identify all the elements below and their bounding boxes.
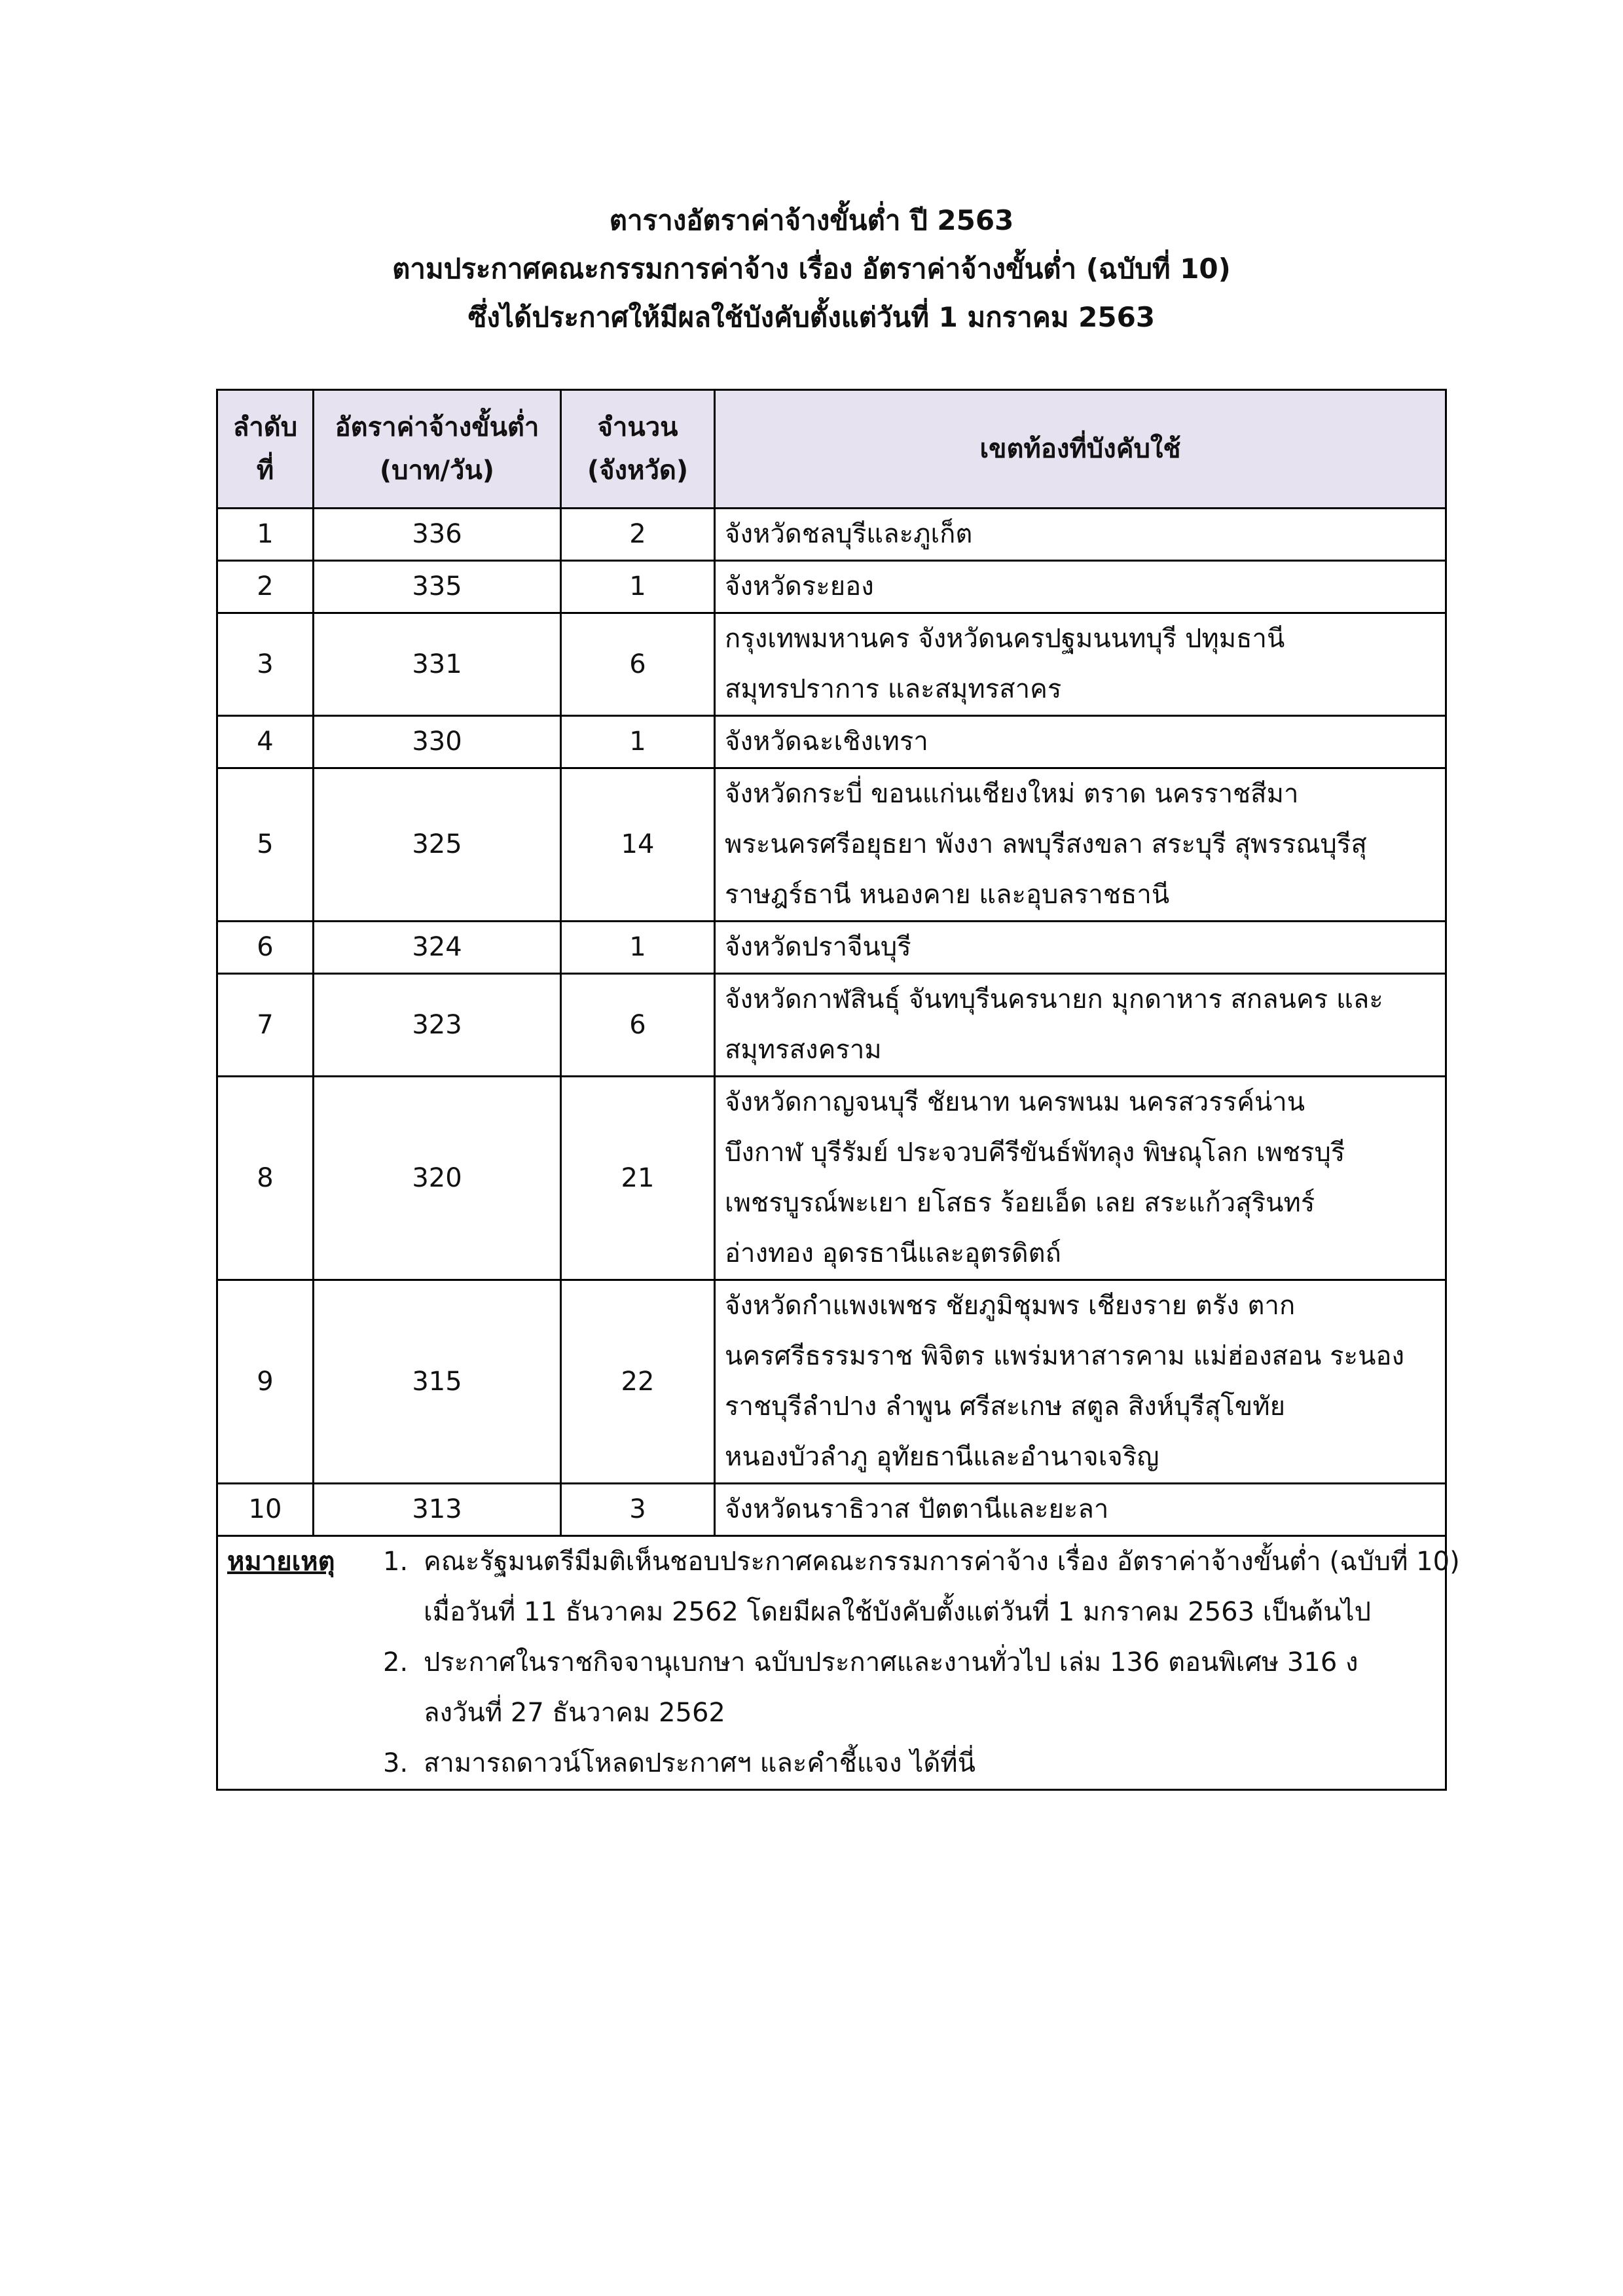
table-header-row (217, 390, 1446, 509)
cell-area: จังหวัดกระบี่ ขอนแก่นเชียงใหม่ ตราด นครราชสีมา พระนครศรีอยุธยา พังงา ลพบุรีสงขลา สระบุรี สุพรรณบุรีสุ ราษฎร์ธานี หนองคาย และอุบลราชธานี (715, 768, 1446, 922)
cell-rate: 324 (314, 922, 561, 974)
cell-count: 21 (561, 1077, 715, 1280)
cell-rate: 325 (314, 768, 561, 922)
cell-rate: 323 (314, 974, 561, 1077)
header-rate: อัตราค่าจ้างขั้นต่ำ (บาท/วัน) (314, 390, 561, 509)
cell-count: 6 (561, 974, 715, 1077)
table-row (217, 1077, 1446, 1280)
remark-item: 2. ประกาศในราชกิจจานุเบกษา ฉบับประกาศและงานทั่วไป เล่ม 136 ตอนพิเศษ 316 ง ลงวันที่ 27 ธันวาคม 2562 (383, 1647, 1359, 1728)
table-row (217, 974, 1446, 1077)
header-order: ลำดับ ที่ (217, 390, 314, 509)
cell-order: 1 (217, 509, 314, 561)
cell-order: 2 (217, 561, 314, 613)
table-row (217, 613, 1446, 716)
cell-order: 7 (217, 974, 314, 1077)
cell-count: 2 (561, 509, 715, 561)
cell-rate: 315 (314, 1280, 561, 1484)
cell-area: จังหวัดกำแพงเพชร ชัยภูมิชุมพร เชียงราย ตรัง ตาก นครศรีธรรมราช พิจิตร แพร่มหาสารคาม แม่ฮ่องสอน ระนอง ราชบุรีลำปาง ลำพูน ศรีสะเกษ สตูล สิงห์บุรีสุโขทัย หนองบัวลำภู อุทัยธานีและอำนาจเจริญ (715, 1280, 1446, 1484)
table-row (217, 509, 1446, 561)
cell-rate: 336 (314, 509, 561, 561)
remarks-label: หมายเหตุ (227, 1547, 335, 1577)
cell-area: จังหวัดฉะเชิงเทรา (715, 716, 1446, 768)
table-row (217, 561, 1446, 613)
cell-rate: 330 (314, 716, 561, 768)
header-area: เขตท้องที่บังคับใช้ (715, 390, 1446, 509)
minimum-wage-table (216, 389, 1460, 1791)
table-row (217, 716, 1446, 768)
title-line-2: ตามประกาศคณะกรรมการค่าจ้าง เรื่อง อัตราค่าจ้างขั้นต่ำ (ฉบับที่ 10) (392, 253, 1231, 285)
cell-order: 5 (217, 768, 314, 922)
cell-area: กรุงเทพมหานคร จังหวัดนครปฐมนนทบุรี ปทุมธานี สมุทรปราการ และสมุทรสาคร (715, 613, 1446, 716)
cell-count: 1 (561, 716, 715, 768)
cell-order: 9 (217, 1280, 314, 1484)
title-line-1: ตารางอัตราค่าจ้างขั้นต่ำ ปี 2563 (609, 204, 1014, 236)
cell-count: 1 (561, 922, 715, 974)
cell-count: 1 (561, 561, 715, 613)
cell-rate: 313 (314, 1484, 561, 1536)
cell-rate: 335 (314, 561, 561, 613)
cell-count: 6 (561, 613, 715, 716)
remarks-row (217, 1536, 1446, 1790)
remarks-list (383, 1537, 1460, 1789)
table-row (217, 768, 1446, 922)
cell-area: จังหวัดระยอง (715, 561, 1446, 613)
cell-count: 3 (561, 1484, 715, 1536)
table-row (217, 1280, 1446, 1484)
cell-area: จังหวัดนราธิวาส ปัตตานีและยะลา (715, 1484, 1446, 1536)
cell-rate: 320 (314, 1077, 561, 1280)
cell-count: 14 (561, 768, 715, 922)
cell-order: 6 (217, 922, 314, 974)
cell-order: 10 (217, 1484, 314, 1536)
document-title (0, 196, 1623, 342)
cell-area: จังหวัดปราจีนบุรี (715, 922, 1446, 974)
cell-order: 8 (217, 1077, 314, 1280)
cell-count: 22 (561, 1280, 715, 1484)
title-line-3: ซึ่งได้ประกาศให้มีผลใช้บังคับตั้งแต่วันที่ 1 มกราคม 2563 (467, 301, 1156, 333)
cell-order: 4 (217, 716, 314, 768)
cell-area: จังหวัดกาญจนบุรี ชัยนาท นครพนม นครสวรรค์น่าน บึงกาฬ บุรีรัมย์ ประจวบคีรีขันธ์พัทลุง พิษณุโลก เพชรบุรี เพชรบูรณ์พะเยา ยโสธร ร้อยเอ็ด เลย สระแก้วสุรินทร์ อ่างทอง อุดรธานีและอุตรดิตถ์ (715, 1077, 1446, 1280)
cell-rate: 331 (314, 613, 561, 716)
table-row (217, 922, 1446, 974)
header-count: จำนวน (จังหวัด) (561, 390, 715, 509)
cell-area: จังหวัดชลบุรีและภูเก็ต (715, 509, 1446, 561)
remarks-cell (217, 1536, 1460, 1790)
remark-item: 1. คณะรัฐมนตรีมีมติเห็นชอบประกาศคณะกรรมการค่าจ้าง เรื่อง อัตราค่าจ้างขั้นต่ำ (ฉบับที่ 10) เมื่อวันที่ 11 ธันวาคม 2562 โดยมีผลใช้บังคับตั้งแต่วันที่ 1 มกราคม 2563 เป็นต้นไป (383, 1547, 1460, 1627)
cell-order: 3 (217, 613, 314, 716)
remark-item-download-link[interactable]: 3. สามารถดาวน์โหลดประกาศฯ และคำชี้แจง ได้ที่นี่ (383, 1748, 976, 1778)
cell-area: จังหวัดกาฬสินธุ์ จันทบุรีนครนายก มุกดาหาร สกลนคร และ สมุทรสงคราม (715, 974, 1446, 1077)
table-row (217, 1484, 1446, 1536)
